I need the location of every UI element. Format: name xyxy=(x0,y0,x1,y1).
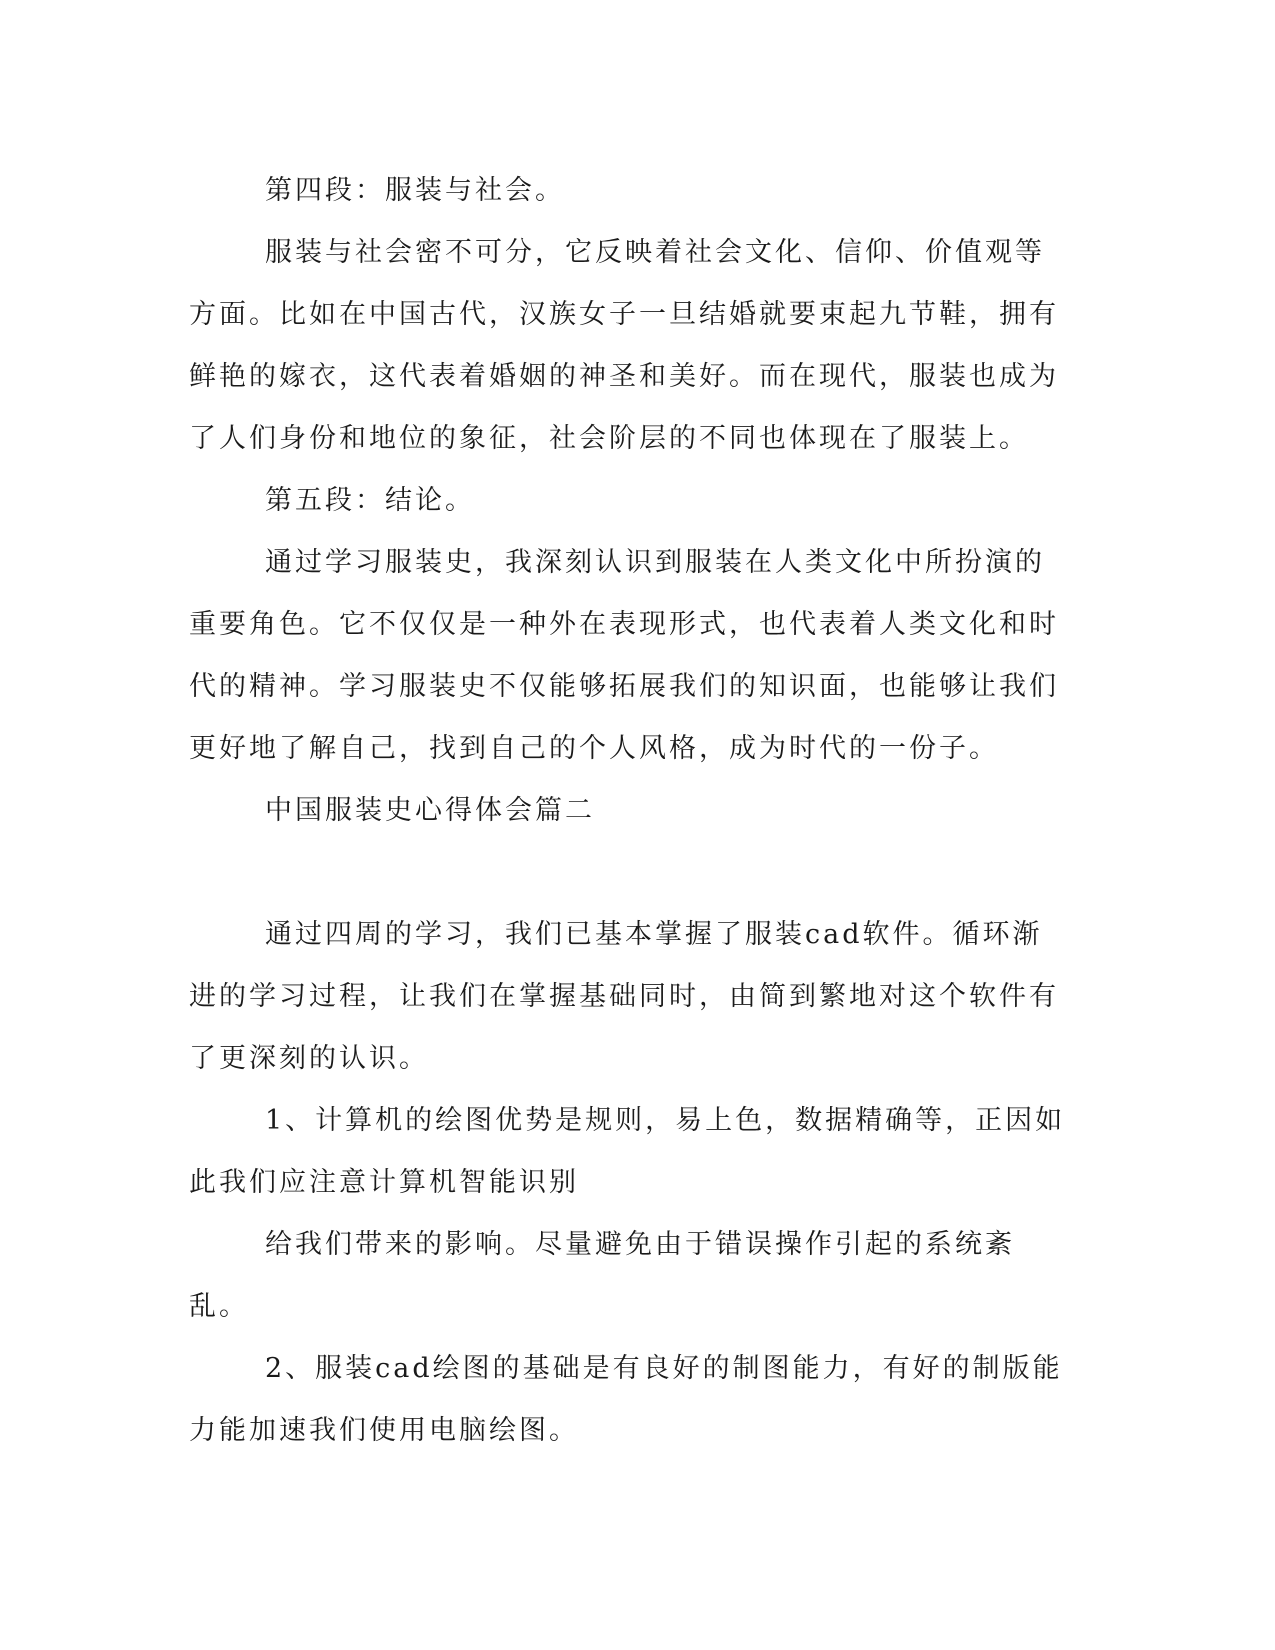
list-item-1-continued: 给我们带来的影响。尽量避免由于错误操作引起的系统紊乱。 xyxy=(189,1229,1015,1322)
document-body xyxy=(189,160,1069,1462)
blank-line xyxy=(189,842,1069,904)
paragraph-conclusion: 通过学习服装史，我深刻认识到服装在人类文化中所扮演的重要角色。它不仅仅是一种外在表现形式，也代表着人类文化和时代的精神。学习服装史不仅能够拓展我们的知识面，也能够让我们更好地了解自己，找到自己的个人风格，成为时代的一份子。 xyxy=(189,547,1059,764)
section-heading-4: 第四段：服装与社会。 xyxy=(265,175,565,206)
list-item-2: 2、服装cad绘图的基础是有良好的制图能力，有好的制版能力能加速我们使用电脑绘图。 xyxy=(189,1353,1063,1446)
paragraph-cad-intro: 通过四周的学习，我们已基本掌握了服装cad软件。循环渐进的学习过程，让我们在掌握基础同时，由简到繁地对这个软件有了更深刻的认识。 xyxy=(189,919,1059,1074)
list-item-1: 1、计算机的绘图优势是规则，易上色，数据精确等，正因如此我们应注意计算机智能识别 xyxy=(189,1105,1066,1198)
paragraph-clothing-society: 服装与社会密不可分，它反映着社会文化、信仰、价值观等方面。比如在中国古代，汉族女子一旦结婚就要束起九节鞋，拥有鲜艳的嫁衣，这代表着婚姻的神圣和美好。而在现代，服装也成为了人们身份和地位的象征，社会阶层的不同也体现在了服装上。 xyxy=(189,237,1059,454)
section-heading-5: 第五段：结论。 xyxy=(265,485,475,516)
article-title-part-2: 中国服装史心得体会篇二 xyxy=(265,795,595,826)
